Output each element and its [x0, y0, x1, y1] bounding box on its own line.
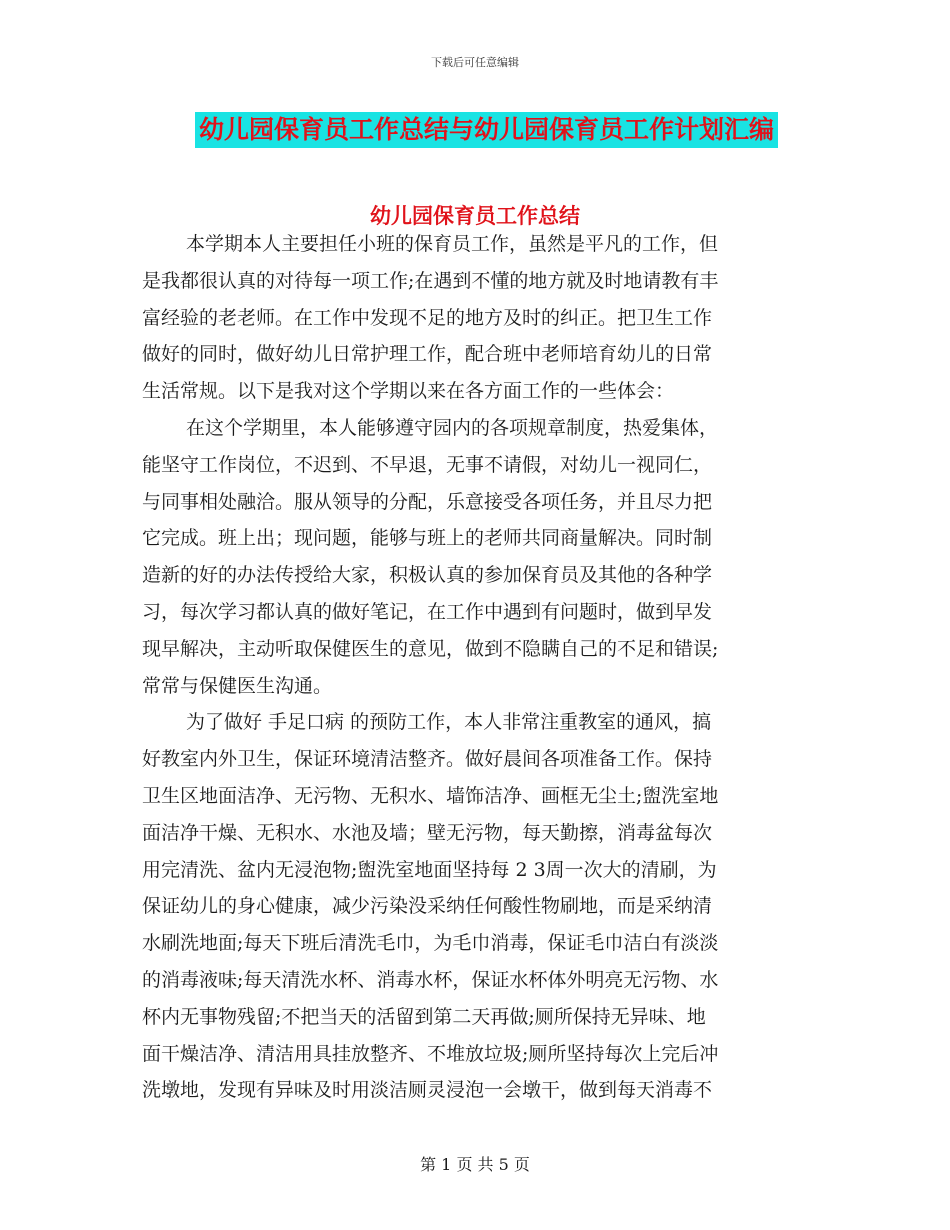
paragraph-line: 习，每次学习都认真的做好笔记，在工作中遇到有问题时，做到早发: [142, 600, 713, 623]
header-note: 下载后可任意编辑: [431, 56, 519, 69]
paragraph-line: 本学期本人主要担任小班的保育员工作，虽然是平凡的工作，但: [186, 233, 719, 255]
paragraph-line: 富经验的老老师。在工作中发现不足的地方及时的纠正。把卫生工作: [142, 306, 713, 329]
paragraph-line: 生活常规。以下是我对这个学期以来在各方面工作的一些体会：: [142, 380, 675, 403]
paragraph-line: 能坚守工作岗位，不迟到、不早退，无事不请假，对幼儿一视同仁，: [142, 453, 713, 476]
paragraph-line: 与同事相处融洽。服从领导的分配，乐意接受各项任务，并且尽力把: [142, 490, 713, 513]
paragraph-line: 水刷洗地面;每天下班后清洗毛巾，为毛巾消毒，保证毛巾洁白有淡淡: [142, 932, 719, 955]
paragraph-line: 保证幼儿的身心健康，减少污染没采纳任何酸性物刷地，而是采纳清: [142, 895, 713, 918]
paragraph-line: 它完成。班上出；现问题，能够与班上的老师共同商量解决。同时制: [142, 527, 713, 550]
paragraph-line: 杯内无事物残留;不把当天的活留到第二天再做;厕所保持无异味、地: [142, 1005, 706, 1028]
paragraph-line: 面洁净干燥、无积水、水池及墙；壁无污物，每天勤擦，消毒盆每次: [142, 821, 713, 844]
paragraph-line: 好教室内外卫生，保证环境清洁整齐。做好晨间各项准备工作。保持: [142, 748, 713, 771]
page-number: 第 1 页 共 5 页: [420, 1155, 530, 1174]
paragraph-line: 的消毒液味;每天清洗水杯、消毒水杯，保证水杯体外明亮无污物、水: [142, 968, 719, 991]
paragraph-line: 做好的同时，做好幼儿日常护理工作，配合班中老师培育幼儿的日常: [142, 343, 713, 366]
paragraph-line: 面干燥洁净、清洁用具挂放整齐、不堆放垃圾;厕所坚持每次上完后冲: [142, 1042, 719, 1065]
paragraph-line: 洗墩地，发现有异味及时用淡洁厕灵浸泡一会墩干，做到每天消毒不: [142, 1079, 713, 1102]
document-body: [142, 226, 810, 1109]
paragraph-line: 卫生区地面洁净、无污物、无积水、墙饰洁净、画框无尘土;盥洗室地: [142, 784, 719, 807]
paragraph-line: 现早解决，主动听取保健医生的意见，做到不隐瞒自己的不足和错误;: [142, 637, 719, 660]
paragraph-line: 常常与保健医生沟通。: [142, 674, 333, 697]
paragraph-line: 是我都很认真的对待每一项工作;在遇到不懂的地方就及时地请教有丰: [142, 269, 719, 292]
paragraph-line: 在这个学期里，本人能够遵守园内的各项规章制度，热爱集体，: [186, 416, 719, 439]
paragraph-line: 造新的好的办法传授给大家，积极认真的参加保育员及其他的各种学: [142, 564, 713, 587]
document-main-title: 幼儿园保育员工作总结与幼儿园保育员工作计划汇编: [195, 112, 778, 148]
paragraph-line: 为了做好 手足口病 的预防工作，本人非常注重教室的通风，搞: [186, 711, 712, 734]
paragraph-line: 用完清洗、盆内无浸泡物;盥洗室地面坚持每 2 3周一次大的清刷，为: [142, 858, 717, 881]
section-title: 幼儿园保育员工作总结: [370, 204, 580, 228]
